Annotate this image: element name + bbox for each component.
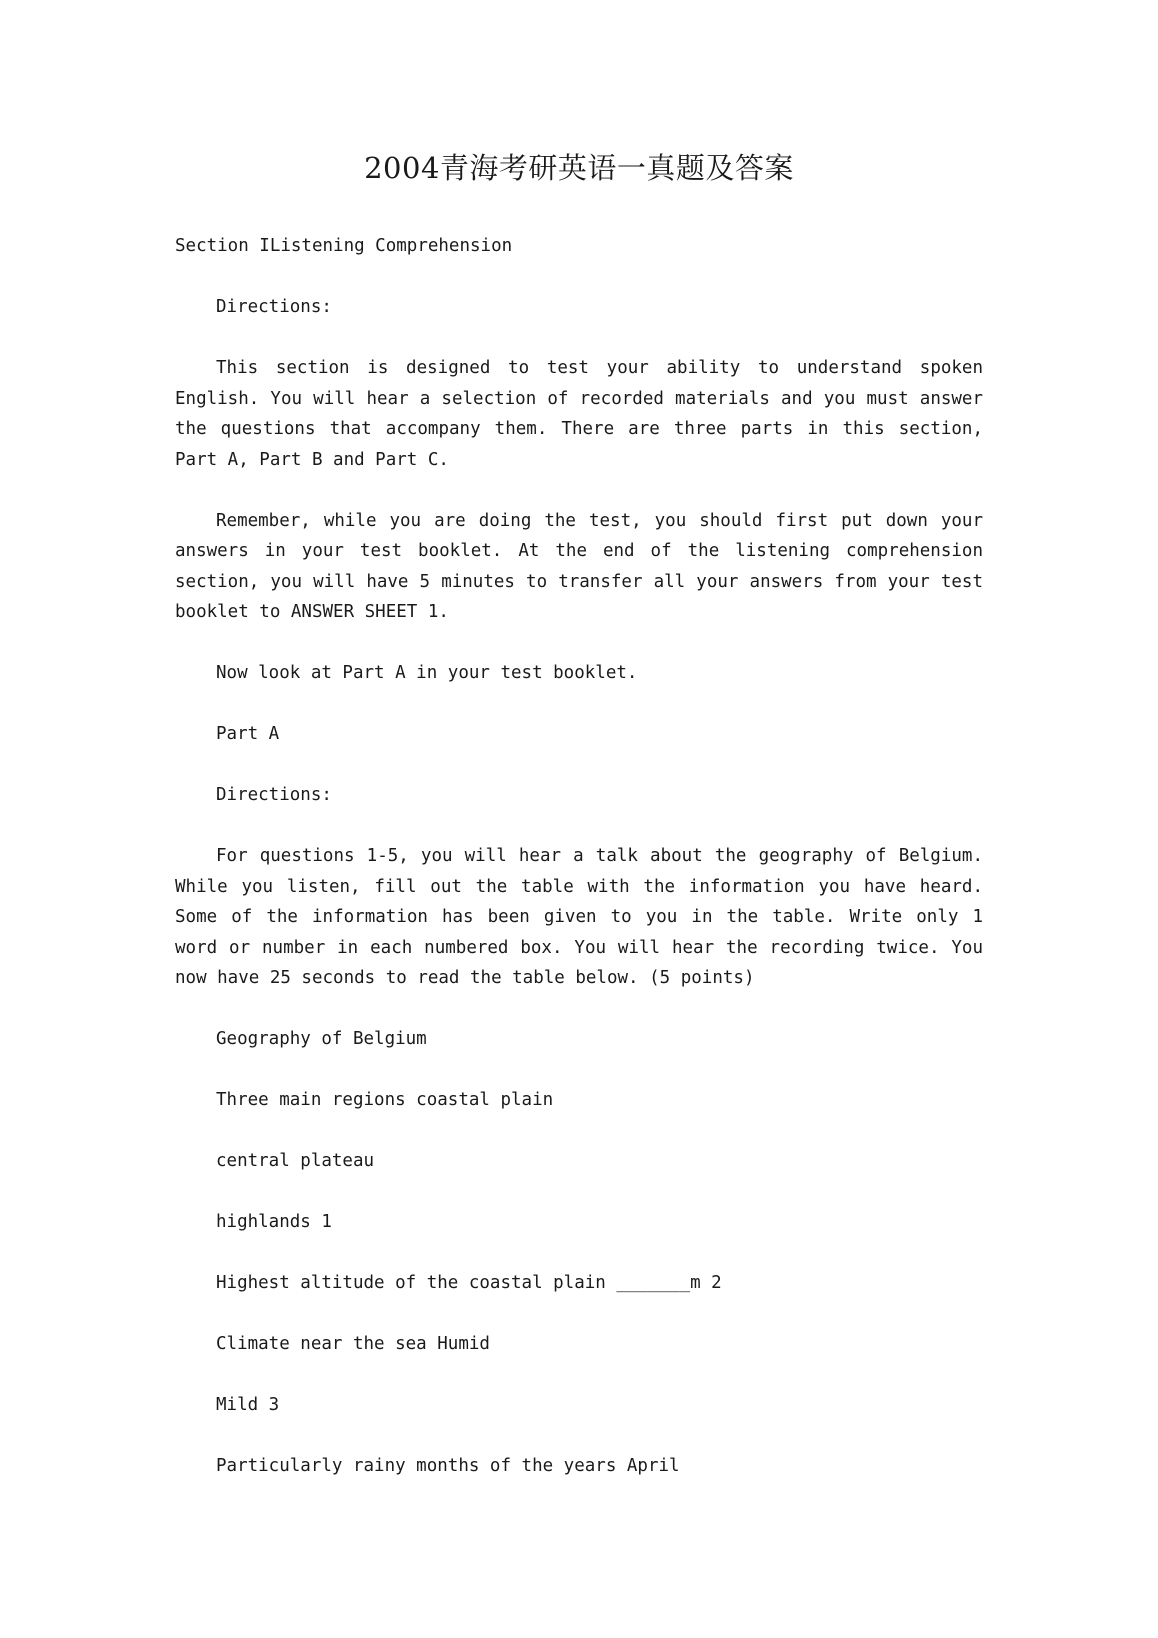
table-title-line: Geography of Belgium [216,1029,427,1049]
table-line: Mild 3 [216,1395,280,1415]
part-a-directions-paragraph: For questions 1-5, you will hear a talk about the geography of Belgium. While you listen, fill out the table with the information you have heard. Some of the information has been given to you in the table. Write only 1 word or number in each numbered box. You will hear the recording twice. You now have 25 seconds to read the table below. (5 points) [175,846,983,988]
table-line: Climate near the sea Humid [216,1334,490,1354]
section-description-paragraph: This section is designed to test your ability to understand spoken English. You will hear a selection of recorded materials and you must answer the questions that accompany them. There are three parts in this section, Part A, Part B and Part C. [175,358,983,470]
directions-heading: Directions: [216,297,332,317]
part-a-heading: Part A [216,724,280,744]
table-line: central plateau [216,1151,375,1171]
table-line: Highest altitude of the coastal plain _______m 2 [216,1273,722,1293]
table-line: Three main regions coastal plain [216,1090,554,1110]
table-line: Particularly rainy months of the years April [216,1456,680,1476]
document-body [175,231,983,1482]
document-title: 2004青海考研英语一真题及答案 [364,151,794,185]
reminder-paragraph: Remember, while you are doing the test, you should first put down your answers in your test booklet. At the end of the listening comprehension section, you will have 5 minutes to transfer all your answers from your test booklet to ANSWER SHEET 1. [175,510,983,622]
section-heading: Section IListening Comprehension [175,236,513,256]
part-a-directions-heading: Directions: [216,785,332,805]
instruction-line: Now look at Part A in your test booklet. [216,663,638,683]
table-line: highlands 1 [216,1212,332,1232]
